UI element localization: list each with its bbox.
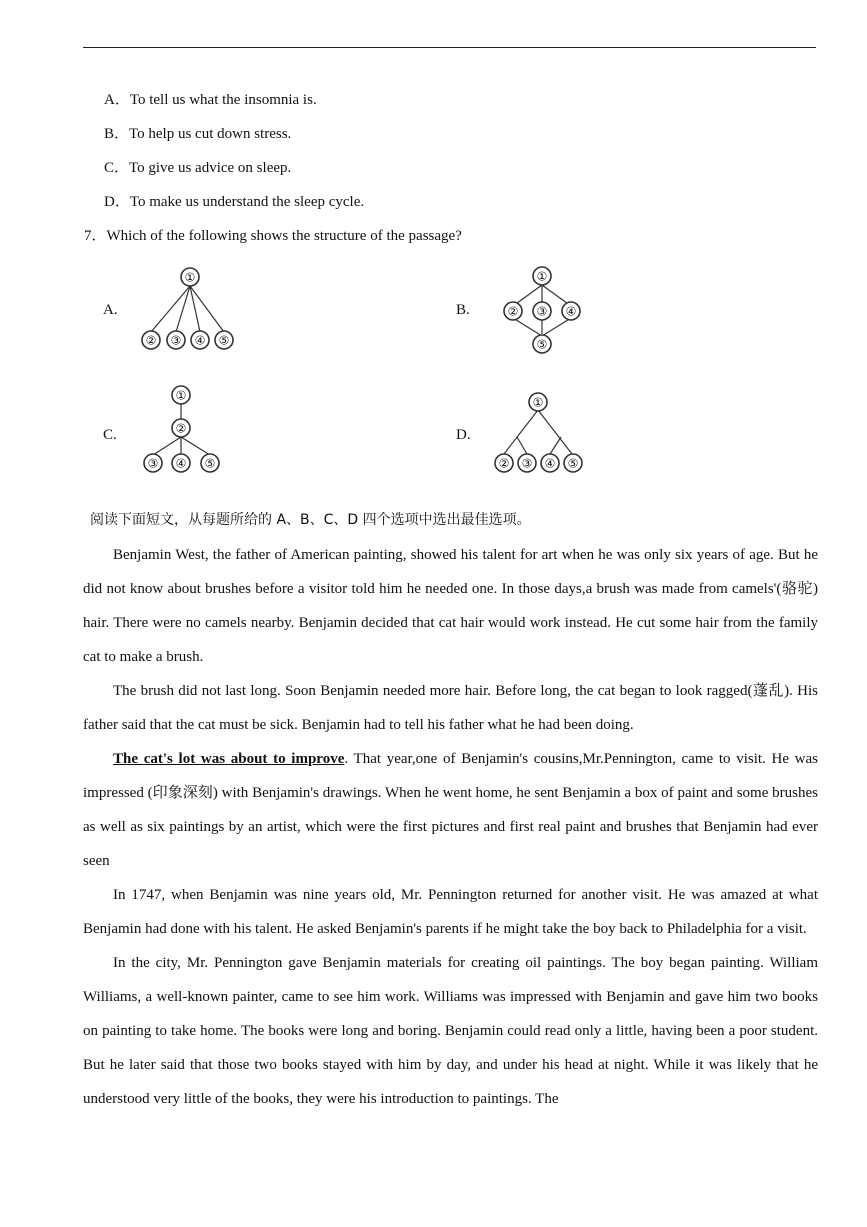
passage-paragraph-4: In 1747, when Benjamin was nine years old, Mr. Pennington returned for another visit. He was amazed at what Benjamin had done with his talent. He asked Benjamin's parents if he might take the boy back to Philadelphia for a visit.	[83, 887, 818, 937]
node-label: ④	[565, 304, 577, 319]
underlined-phrase: The cat's lot was about to improve	[113, 751, 345, 767]
header-rule	[83, 47, 816, 48]
passage-paragraph-5: In the city, Mr. Pennington gave Benjamin materials for creating oil paintings. The boy began painting. William Williams, a well-known painter, came to see him work. Williams was impressed with Benjamin and gave him two books on painting to take home. The books were long and boring. Benjamin could read only a little, having been a poor student. But he later said that those two books stayed with him by day, and under his head at night. While it was likely that he understood very little of the books, they were his introduction to paintings. The	[83, 955, 818, 1107]
choice-label-c[interactable]: C.	[103, 427, 117, 443]
node-label: ②	[175, 421, 187, 436]
node-label: ③	[170, 333, 182, 348]
option-text: To make us understand the sleep cycle.	[129, 194, 365, 210]
node-label: ③	[521, 456, 533, 471]
question-7	[84, 226, 462, 246]
node-label: ③	[147, 456, 159, 471]
option-letter: D．	[104, 194, 130, 210]
instructions: 阅读下面短文，从每题所给的 A、B、C、D 四个选项中选出最佳选项。	[90, 512, 531, 528]
option-text: To tell us what the insomnia is.	[129, 92, 317, 108]
node-label: ②	[498, 456, 510, 471]
passage-paragraph-1: Benjamin West, the father of American painting, showed his talent for art when he was only six years of age. But he did not know about brushes before a visitor told him he needed one. In those days,a brush was made from camels'(骆驼) hair. There were no camels nearby. Benjamin decided that cat hair would work instead. He cut some hair from the family cat to make a brush.	[83, 547, 818, 665]
passage-paragraph-2: The brush did not last long. Soon Benjamin needed more hair. Before long, the cat began to look ragged(蓬乱). His father said that the cat must be sick. Benjamin had to tell his father what he had been doing.	[83, 683, 818, 733]
node-label: ③	[536, 304, 548, 319]
node-label: ⑤	[536, 337, 548, 352]
node-label: ④	[194, 333, 206, 348]
node-label: ①	[532, 395, 544, 410]
node-label: ①	[175, 388, 187, 403]
node-label: ④	[544, 456, 556, 471]
structure-diagram-b	[497, 262, 589, 358]
node-label: ①	[184, 270, 196, 285]
node-label: ⑤	[218, 333, 230, 348]
reading-passage	[83, 538, 818, 1116]
node-label: ②	[145, 333, 157, 348]
option-text: To help us cut down stress.	[129, 126, 292, 142]
question-number: 7．	[84, 228, 107, 244]
option-d[interactable]	[104, 192, 364, 212]
option-c[interactable]	[104, 158, 291, 178]
option-letter: A．	[104, 92, 130, 108]
question-text: Which of the following shows the structure of the passage?	[106, 228, 462, 244]
option-a[interactable]	[104, 90, 317, 110]
option-letter: B．	[104, 126, 130, 142]
paragraph-3-text: . That year,one of Benjamin's cousins,Mr.Pennington, came to visit. He was impressed (印象深刻) with Benjamin's drawings. When he went home, he sent Benjamin a box of paint and some brushes as well as six paintings by an artist, which were the first pictures and first real paint and brushes that Benjamin had ever seen	[83, 751, 818, 869]
structure-diagram-d	[490, 388, 590, 478]
choice-label-b[interactable]: B.	[456, 302, 470, 318]
node-label: ②	[507, 304, 519, 319]
option-b[interactable]	[104, 124, 291, 144]
structure-diagram-a	[136, 262, 240, 354]
choice-label-d[interactable]: D.	[456, 427, 471, 443]
node-label: ⑤	[567, 456, 579, 471]
structure-diagram-c	[138, 381, 228, 477]
node-label: ④	[175, 456, 187, 471]
option-text: To give us advice on sleep.	[129, 160, 292, 176]
option-letter: C．	[104, 160, 130, 176]
node-label: ⑤	[204, 456, 216, 471]
node-label: ①	[536, 269, 548, 284]
passage-paragraph-3	[83, 742, 818, 878]
choice-label-a[interactable]: A.	[103, 302, 118, 318]
